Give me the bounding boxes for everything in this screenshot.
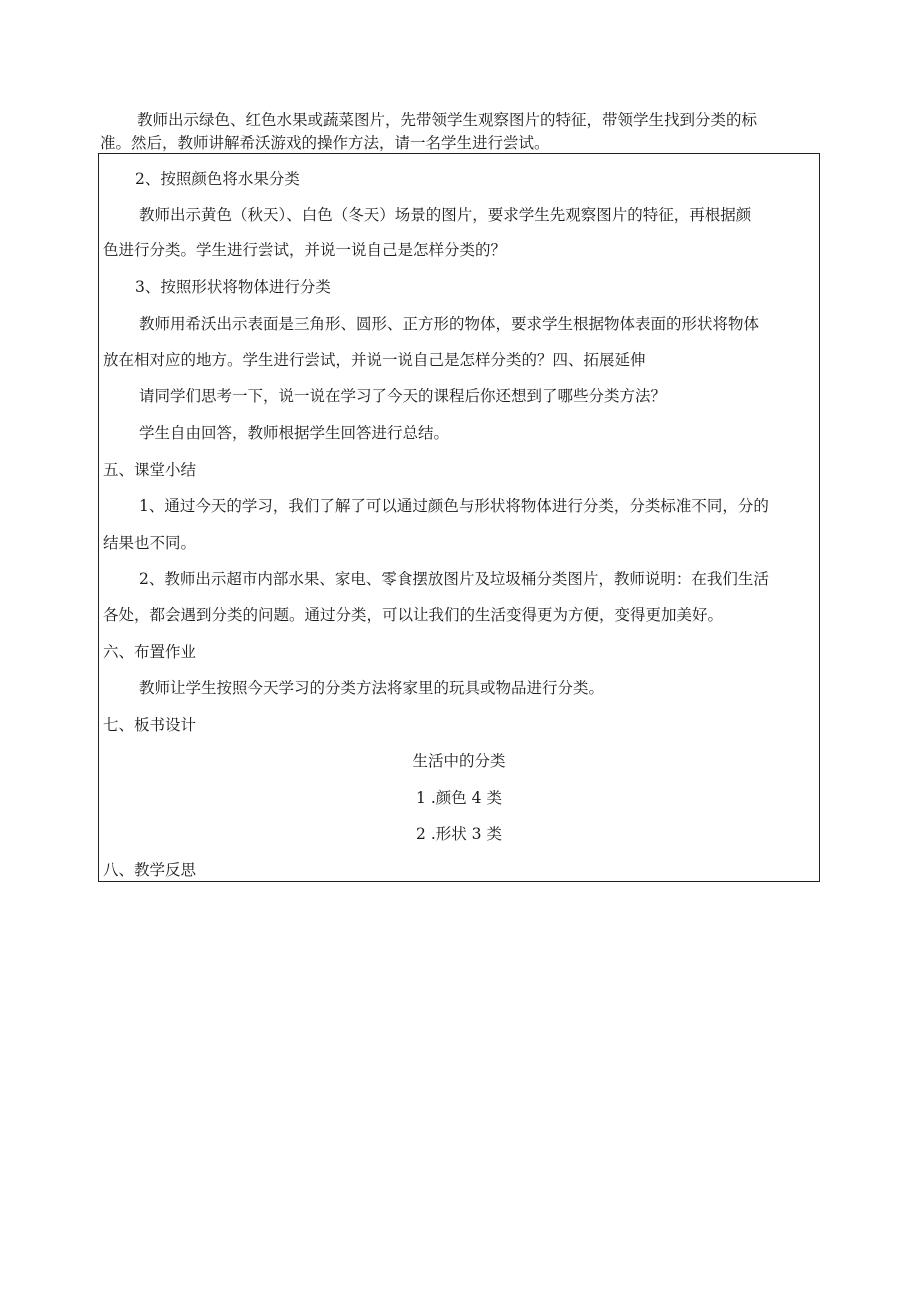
section-6-heading: 六、布置作业 [103,643,197,661]
section-5-point-1-line-2: 结果也不同。 [103,534,197,552]
section-7-heading: 七、板书设计 [103,716,197,734]
section-3-body-line-1: 教师用希沃出示表面是三角形、圆形、正方形的物体，要求学生根据物体表面的形状将物体 [139,315,760,333]
section-6-body: 教师让学生按照今天学习的分类方法将家里的玩具或物品进行分类。 [139,679,605,697]
intro-paragraph-line-1: 教师出示绿色、红色水果或蔬菜图片，先带领学生观察图片的特征，带领学生找到分类的标 [137,111,758,129]
lesson-content-box [98,153,820,882]
section-2-heading: 2、按照颜色将水果分类 [135,170,300,188]
extension-body-line-1: 请同学们思考一下，说一说在学习了今天的课程后你还想到了哪些分类方法？ [139,387,667,405]
section-3-body-line-2: 放在相对应的地方。学生进行尝试，并说一说自己是怎样分类的？四、拓展延伸 [103,351,646,369]
section-8-heading: 八、教学反思 [103,861,197,879]
section-5-point-2-line-2: 各处，都会遇到分类的问题。通过分类，可以让我们的生活变得更为方便，变得更加美好。 [103,606,724,624]
section-2-body-line-1: 教师出示黄色（秋天）、白色（冬天）场景的图片，要求学生先观察图片的特征，再根据颜 [139,206,752,224]
section-3-heading: 3、按照形状将物体进行分类 [135,278,331,296]
section-5-heading: 五、课堂小结 [103,461,197,479]
section-2-body-line-2: 色进行分类。学生进行尝试，并说一说自己是怎样分类的？ [103,241,507,259]
section-5-point-1-line-1: 1、通过今天的学习，我们了解了可以通过颜色与形状将物体进行分类，分类标准不同，分的 [139,497,769,515]
board-design-item-2: 2 .形状 3 类 [416,825,502,843]
extension-body-line-2: 学生自由回答，教师根据学生回答进行总结。 [139,424,450,442]
board-design-item-1: 1 .颜色 4 类 [416,789,502,807]
intro-paragraph-line-2: 准。然后，教师讲解希沃游戏的操作方法，请一名学生进行尝试。 [100,134,550,152]
board-design-title: 生活中的分类 [412,752,506,770]
section-5-point-2-line-1: 2、教师出示超市内部水果、家电、零食摆放图片及垃圾桶分类图片，教师说明：在我们生活 [139,570,769,588]
